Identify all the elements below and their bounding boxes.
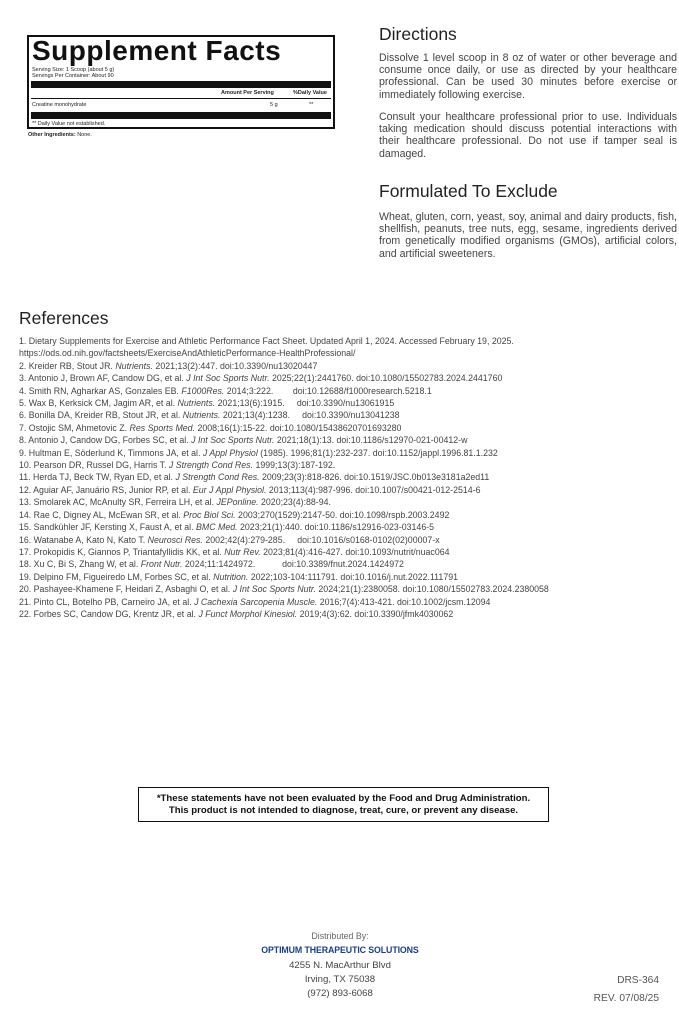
reference-item	[19, 459, 677, 471]
reference-item	[19, 496, 677, 508]
serving-size: Serving Size: 1 Scoop (about 5 g)	[32, 67, 115, 73]
references-heading: References	[19, 308, 109, 328]
distributor-phone: (972) 893-6068	[307, 988, 373, 999]
reference-item	[19, 385, 677, 397]
reference-journal: J Strength Cond Res.	[168, 460, 254, 471]
reference-journal: Nutrients.	[115, 360, 153, 371]
facts-divider-bottom	[31, 112, 331, 119]
amount-per-serving-header: Amount Per Serving	[221, 90, 274, 96]
reference-item	[19, 397, 677, 409]
reference-authors: 20. Pashayee-Khamene F, Heidari Z, Asbaghi O, et al.	[19, 584, 233, 595]
reference-item	[19, 409, 677, 421]
reference-authors: 12. Aguiar AF, Januário RS, Junior RP, et al.	[19, 484, 193, 495]
reference-journal: BMC Med.	[196, 522, 238, 533]
reference-citation: 2025;22(1):2441760. doi:10.1080/15502783.2024.2441760	[269, 373, 503, 384]
reference-authors: 1. Dietary Supplements for Exercise and Athletic Performance Fact Sheet. Updated April 1, 2024. Accessed February 19, 2025. https://ods.od.nih.gov/factsheets/ExerciseAndAthleticPerformance-HealthProfessional/	[19, 336, 514, 359]
reference-item	[19, 608, 677, 620]
distributor-name: OPTIMUM THERAPEUTIC SOLUTIONS	[261, 945, 419, 955]
reference-citation: 2013;113(4):987-996. doi:10.1007/s00421-012-2514-6	[266, 484, 481, 495]
reference-authors: 6. Bonilla DA, Kreider RB, Stout JR, et al.	[19, 410, 183, 421]
reference-item	[19, 534, 677, 546]
references-list	[19, 335, 677, 620]
distributor-address-1: 4255 N. MacArthur Blvd	[289, 960, 391, 971]
reference-authors: 16. Watanabe A, Kato N, Kato T.	[19, 534, 148, 545]
reference-item	[19, 372, 677, 384]
reference-authors: 18. Xu C, Bi S, Zhang W, et al.	[19, 559, 141, 570]
fda-disclaimer-line-1: *These statements have not been evaluated by the Food and Drug Administration.	[156, 792, 531, 804]
reference-citation: 2009;23(3):818-826. doi:10.1519/JSC.0b013e3181a2ed11	[259, 472, 490, 483]
reference-citation: (1985). 1996;81(1):232-237. doi:10.1152/jappl.1996.81.1.232	[257, 447, 498, 458]
reference-item	[19, 571, 677, 583]
reference-journal: Res Sports Med.	[129, 422, 195, 433]
reference-citation: 2024;11:1424972. doi:10.3389/fnut.2024.1424972	[182, 559, 404, 570]
reference-journal: J Strength Cond Res.	[175, 472, 260, 483]
reference-authors: 9. Hultman E, Söderlund K, Timmons JA, et al.	[19, 447, 203, 458]
directions-paragraph-1: Dissolve 1 level scoop in 8 oz of water or other beverage and consume once daily, or use as directed by your healthcare professional. Can be used 30 minutes before exercise or immediately following exercise.	[379, 52, 677, 101]
fda-disclaimer-box	[138, 787, 549, 822]
daily-value-header: %Daily Value	[293, 90, 327, 96]
reference-authors: 21. Pinto CL, Botelho PB, Carneiro JA, et al.	[19, 596, 195, 607]
fda-disclaimer-line-2: This product is not intended to diagnose, treat, cure, or prevent any disease.	[168, 804, 519, 816]
reference-authors: 15. Sandkühler JF, Kersting X, Faust A, et al.	[19, 522, 197, 533]
reference-authors: 7. Ostojic SM, Ahmetovic Z.	[19, 422, 130, 433]
facts-divider-thin	[31, 98, 331, 99]
reference-citation: 2003;270(1529):2147-50. doi:10.1098/rspb.2003.2492	[235, 509, 450, 520]
reference-citation: 2021;13(2):447. doi:10.3390/nu13020447	[152, 360, 318, 371]
reference-item	[19, 546, 677, 558]
reference-journal: J Funct Morphol Kinesiol.	[198, 608, 298, 619]
reference-authors: 8. Antonio J, Candow DG, Forbes SC, et al.	[19, 435, 192, 446]
reference-item	[19, 558, 677, 570]
distributor-address-2: Irving, TX 75038	[304, 974, 376, 985]
reference-item	[19, 447, 677, 459]
facts-divider-thick	[31, 81, 331, 88]
reference-journal: J Int Soc Sports Nutr.	[232, 584, 316, 595]
exclude-paragraph: Wheat, gluten, corn, yeast, soy, animal and dairy products, fish, shellfish, peanuts, tree nuts, egg, sesame, ingredients derived from genetically modified organisms (GMOs), artificial colors, and artificial sweeteners.	[379, 211, 677, 260]
reference-journal: Front Nutr.	[140, 559, 183, 570]
directions-paragraph-2: Consult your healthcare professional prior to use. Individuals taking medication should discuss potential interactions with their healthcare professional. Do not use if tamper seal is damaged.	[379, 111, 677, 160]
reference-authors: 19. Delpino FM, Figueiredo LM, Forbes SC, et al.	[19, 571, 214, 582]
reference-journal: Eur J Appl Physiol.	[192, 484, 267, 495]
ingredient-amount: 5 g	[270, 102, 278, 108]
reference-journal: Nutrients.	[182, 410, 221, 421]
reference-citation: 1999;13(3):187-192.	[253, 460, 336, 471]
reference-citation: 2020;23(4):88-94.	[258, 497, 331, 508]
reference-authors: 4. Smith RN, Agharkar AS, Gonzales EB.	[19, 385, 182, 396]
reference-citation: 2023;81(4):416-427. doi:10.1093/nutrit/nuac064	[260, 546, 450, 557]
reference-authors: 14. Rae C, Digney AL, McEwan SR, et al.	[19, 509, 184, 520]
reference-journal: J Cachexia Sarcopenia Muscle.	[194, 596, 318, 607]
reference-item	[19, 521, 677, 533]
reference-journal: Nutr Rev.	[224, 546, 261, 557]
directions-heading: Directions	[379, 24, 457, 44]
reference-citation: 2014;3:222. doi:10.12688/f1000research.5218.1	[224, 385, 432, 396]
reference-citation: 2008;16(1):15-22. doi:10.1080/15438620701693280	[195, 422, 402, 433]
other-ingredients	[28, 132, 92, 138]
document-id: DRS-364	[617, 975, 659, 986]
reference-authors: 5. Wax B, Kerksick CM, Jagim AR, et al.	[19, 398, 178, 409]
reference-citation: 2022;103-104:111791. doi:10.1016/j.nut.2022.111791	[248, 571, 458, 582]
reference-item	[19, 583, 677, 595]
exclude-heading: Formulated To Exclude	[379, 181, 558, 201]
reference-journal: J Appl Physiol	[202, 447, 258, 458]
reference-authors: 2. Kreider RB, Stout JR.	[19, 360, 116, 371]
reference-journal: J Int Soc Sports Nutr.	[191, 435, 275, 446]
reference-journal: Neurosci Res.	[147, 534, 203, 545]
reference-journal: J Int Soc Sports Nutr.	[186, 373, 270, 384]
reference-journal: F1000Res.	[181, 385, 225, 396]
reference-authors: 11. Herda TJ, Beck TW, Ryan ED, et al.	[19, 472, 176, 483]
ingredient-name: Creatine monohydrate	[32, 102, 87, 108]
reference-citation: 2023;21(1):440. doi:10.1186/s12916-023-03146-5	[237, 522, 435, 533]
reference-citation: 2021;18(1):13. doi:10.1186/s12970-021-00412-w	[274, 435, 468, 446]
reference-item	[19, 596, 677, 608]
reference-authors: 10. Pearson DR, Russel DG, Harris T.	[19, 460, 169, 471]
servings-per-container: Servings Per Container: About 90	[32, 73, 114, 79]
reference-item	[19, 360, 677, 372]
reference-authors: 3. Antonio J, Brown AF, Candow DG, et al.	[19, 373, 187, 384]
reference-authors: 17. Prokopidis K, Giannos P, Triantafyllidis KK, et al.	[19, 546, 225, 557]
reference-journal: JEPonline.	[216, 497, 259, 508]
reference-journal: Nutrients.	[177, 398, 216, 409]
reference-authors: 13. Smolarek AC, McAnulty SR, Ferreira LH, et al.	[19, 497, 217, 508]
reference-authors: 22. Forbes SC, Candow DG, Krentz JR, et al.	[19, 608, 199, 619]
supplement-facts-panel	[27, 35, 335, 129]
reference-item	[19, 422, 677, 434]
daily-value-footnote: ** Daily Value not established.	[32, 121, 106, 127]
reference-citation: 2021;13(4):1238. doi:10.3390/nu13041238	[220, 410, 400, 421]
reference-item	[19, 434, 677, 446]
reference-item	[19, 471, 677, 483]
other-ingredients-label: Other Ingredients:	[28, 132, 76, 138]
reference-journal: Proc Biol Sci.	[183, 509, 236, 520]
reference-journal: Nutrition.	[213, 571, 249, 582]
ingredient-daily-value: **	[309, 102, 314, 108]
reference-citation: 2019;4(3):62. doi:10.3390/jfmk4030062	[297, 608, 454, 619]
reference-citation: 2024;21(1):2380058. doi:10.1080/15502783.2024.2380058	[315, 584, 549, 595]
revision-date: REV. 07/08/25	[593, 993, 659, 1004]
reference-citation: 2021;13(6):1915. doi:10.3390/nu13061915	[215, 398, 395, 409]
distributed-by-label: Distributed By:	[311, 931, 369, 941]
reference-citation: 2016;7(4):413-421. doi:10.1002/jcsm.12094	[317, 596, 491, 607]
reference-item	[19, 484, 677, 496]
reference-item	[19, 509, 677, 521]
supplement-facts-title: Supplement Facts	[32, 35, 282, 66]
reference-citation: 2002;42(4):279-285. doi:10.1016/s0168-0102(02)00007-x	[202, 534, 440, 545]
reference-item	[19, 335, 677, 360]
other-ingredients-value: None.	[77, 132, 92, 138]
